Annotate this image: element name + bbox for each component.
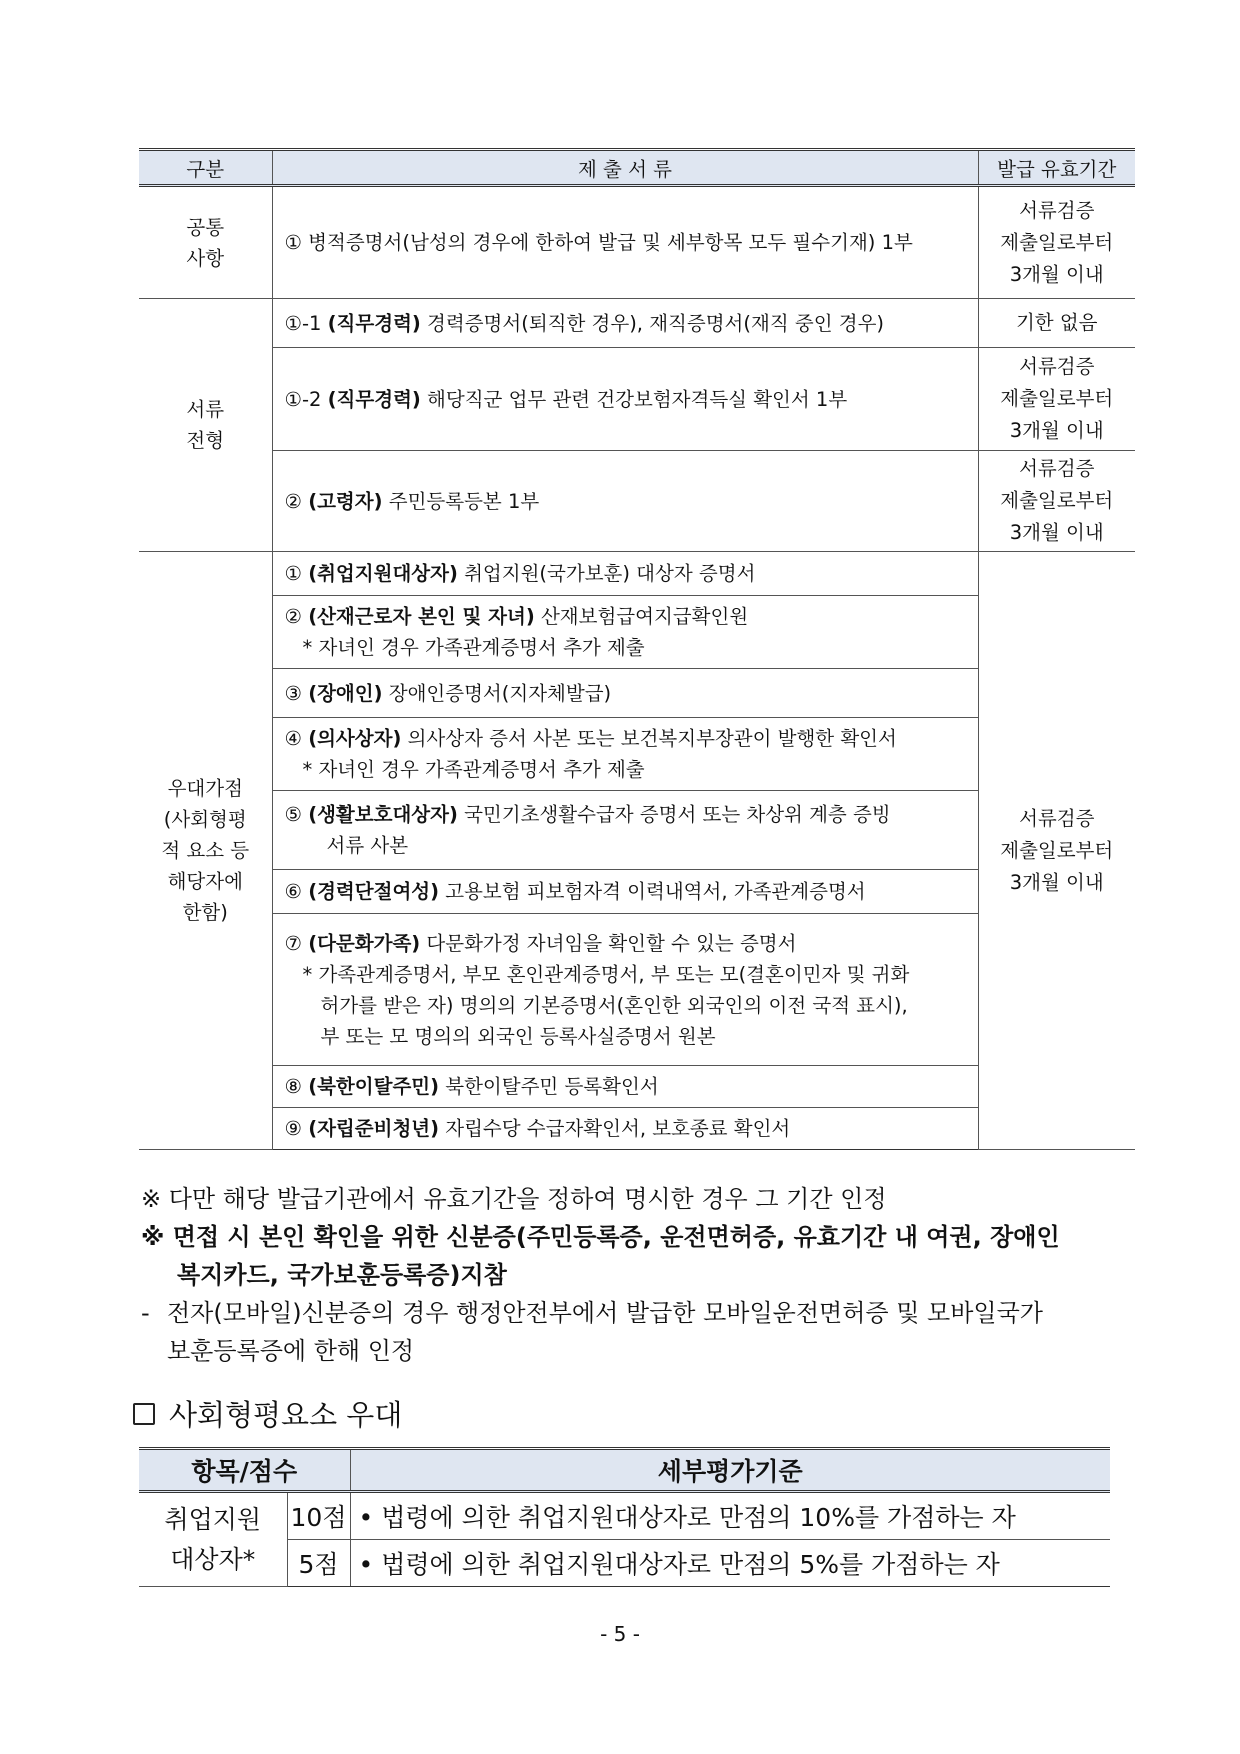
validity-bonus: 서류검증 제출일로부터 3개월 이내 [978,552,1135,1150]
doc-bonus-6: ⑥ (경력단절여성) 고용보험 피보험자격 이력내역서, 가족관계증명서 [272,870,978,914]
category-bonus: 우대가점 (사회형평 적 요소 등 해당자에 한함) [139,552,272,1150]
validity-screening-3: 서류검증 제출일로부터 3개월 이내 [978,451,1135,552]
doc-bonus-5: ⑤ (생활보호대상자) 국민기초생활수급자 증명서 또는 차상위 계층 증빙 서류 사본 [272,791,978,870]
doc-bonus-4: ④ (의사상자) 의사상자 증서 사본 또는 보건복지부장관이 발행한 확인서 * 자녀인 경우 가족관계증명서 추가 제출 [272,718,978,791]
doc-bonus-8: ⑧ (북한이탈주민) 북한이탈주민 등록확인서 [272,1066,978,1108]
header-category: 구분 [139,150,272,186]
note-mobile-id: - 전자(모바일)신분증의 경우 행정안전부에서 발급한 모바일운전면허증 및 모바일국가 보훈등록증에 한해 인정 [141,1294,1121,1370]
doc-bonus-7: ⑦ (다문화가족) 다문화가정 자녀임을 확인할 수 있는 증명서 * 가족관계증명서, 부모 혼인관계증명서, 부 또는 모(결혼이민자 및 귀화 허가를 받은 자) 명의의 기본증명서(혼인한 외국인의 이전 국적 표시), 부 또는 모 명의의 외국인 등록사실증명서 원본 [272,914,978,1066]
header-documents: 제 출 서 류 [272,150,978,186]
score-5: 5점 [287,1540,350,1587]
checkbox-square-icon [133,1403,155,1425]
note-id-line2: 복지카드, 국가보훈등록증)지참 [177,1261,507,1289]
section-title: 사회형평요소 우대 [133,1393,402,1434]
doc-bonus-9: ⑨ (자립준비청년) 자립수당 수급자확인서, 보호종료 확인서 [272,1108,978,1150]
criterion-10: • 법령에 의한 취업지원대상자로 만점의 10%를 가점하는 자 [350,1492,1110,1540]
note-id-line1: ※ 면접 시 본인 확인을 위한 신분증(주민등록증, 운전면허증, 유효기간 내 여권, 장애인 [141,1223,1060,1251]
score-10: 10점 [287,1492,350,1540]
note-validity: ※ 다만 해당 발급기관에서 유효기간을 정하여 명시한 경우 그 기간 인정 [141,1185,887,1213]
header-validity: 발급 유효기간 [978,150,1135,186]
doc-common: ① 병적증명서(남성의 경우에 한하여 발급 및 세부항목 모두 필수기재) 1부 [272,186,978,299]
criteria-category: 취업지원 대상자* [139,1492,287,1587]
validity-screening-2: 서류검증 제출일로부터 3개월 이내 [978,348,1135,451]
criterion-5: • 법령에 의한 취업지원대상자로 만점의 5%를 가점하는 자 [350,1540,1110,1587]
doc-bonus-3: ③ (장애인) 장애인증명서(지자체발급) [272,669,978,718]
dash-marker: - [141,1299,150,1327]
doc-bonus-2: ② (산재근로자 본인 및 자녀) 산재보험급여지급확인원 * 자녀인 경우 가족관계증명서 추가 제출 [272,596,978,669]
validity-common: 서류검증 제출일로부터 3개월 이내 [978,186,1135,299]
documents-table [139,148,1135,1150]
doc-bonus-1: ① (취업지원대상자) 취업지원(국가보훈) 대상자 증명서 [272,552,978,596]
doc-screening-3: ② (고령자) 주민등록등본 1부 [272,451,978,552]
header-item-score: 항목/점수 [139,1449,350,1492]
category-screening: 서류 전형 [139,299,272,552]
header-criteria: 세부평가기준 [350,1449,1110,1492]
page-number: - 5 - [600,1622,640,1646]
doc-screening-2: ①-2 (직무경력) 해당직군 업무 관련 건강보험자격득실 확인서 1부 [272,348,978,451]
notes-block [141,1180,1121,1370]
category-common: 공통 사항 [139,186,272,299]
validity-screening-1: 기한 없음 [978,299,1135,348]
doc-screening-1: ①-1 (직무경력) 경력증명서(퇴직한 경우), 재직증명서(재직 중인 경우) [272,299,978,348]
bonus-criteria-table [139,1447,1110,1587]
